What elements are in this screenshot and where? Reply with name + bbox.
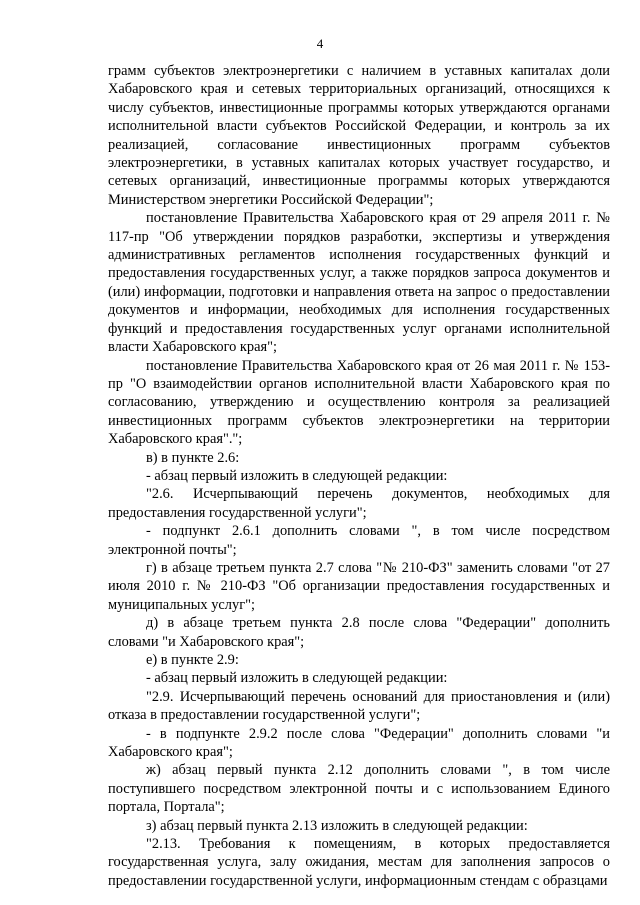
paragraph: - в подпункте 2.9.2 после слова "Федерации" дополнить словами "и Хабаровского края";: [108, 725, 610, 761]
paragraph: з) абзац первый пункта 2.13 изложить в следующей редакции:: [146, 817, 528, 834]
paragraph: "2.6. Исчерпывающий перечень документов, необходимых для предоставления государственной услуги";: [108, 486, 610, 521]
paragraph: постановление Правительства Хабаровского края от 29 апреля 2011 г. № 117-пр "Об утверждении порядков разработки, экспертизы и утверждения административных регламентов исполнения государственных функций и предоставления государственных услуг, а также порядков запроса документов и (или) информации, подготовки и направления ответа на запрос о предоставлении документов и информации, необходимых для исполнения государственных функций и предоставления государственных услуг органами исполнительной власти Хабаровского края";: [108, 210, 610, 356]
paragraph: е) в пункте 2.9:: [146, 652, 239, 668]
paragraph: постановление Правительства Хабаровского края от 26 мая 2011 г. № 153-пр "О взаимодействии органов исполнительной власти Хабаровского края по согласованию, утверждению и осуществлению контроля за реализацией инвестиционных программ субъектов электроэнергетики на территории Хабаровского края".";: [108, 357, 610, 448]
paragraph: - абзац первый изложить в следующей редакции:: [146, 467, 448, 484]
paragraph: "2.13. Требования к помещениям, в которых предоставляется государственная услуга, залу ожидания, местам для заполнения запросов о предоставлении государственной услуги, информационным стендам с образцами: [108, 836, 610, 889]
paragraph: ж) абзац первый пункта 2.12 дополнить словами ", в том числе поступившего посредством электронной почты и с использованием Единого портала, Портала";: [108, 762, 610, 816]
document-body: [108, 62, 610, 890]
paragraph: грамм субъектов электроэнергетики с наличием в уставных капиталах доли Хабаровского края и сетевых территориальных организаций, относящихся к числу субъектов, инвестиционные программы которых утверждаются органами исполнительной власти субъектов Российской Федерации, и контроль за их реализацией, согласование инвестиционных программ субъектов электроэнергетики, в уставных капиталах которых участвует государство, и сетевых организаций, инвестиционные программы которых утверждаются Министерством энергетики Российской Федерации";: [108, 63, 610, 208]
paragraph: - подпункт 2.6.1 дополнить словами ", в том числе посредством электронной почты";: [108, 523, 610, 558]
paragraph: г) в абзаце третьем пункта 2.7 слова "№ 210-ФЗ" заменить словами "от 27 июля 2010 г. № 210-ФЗ "Об организации предоставления государственных и муниципальных услуг";: [108, 559, 610, 613]
paragraph: д) в абзаце третьем пункта 2.8 после слова "Федерации" дополнить словами "и Хабаровского края";: [108, 615, 610, 650]
page-number: 4: [316, 36, 324, 51]
paragraph: "2.9. Исчерпывающий перечень оснований для приостановления и (или) отказа в предоставлении государственной услуги";: [108, 688, 610, 724]
paragraph: в) в пункте 2.6:: [146, 449, 240, 466]
paragraph: - абзац первый изложить в следующей редакции:: [146, 670, 448, 687]
